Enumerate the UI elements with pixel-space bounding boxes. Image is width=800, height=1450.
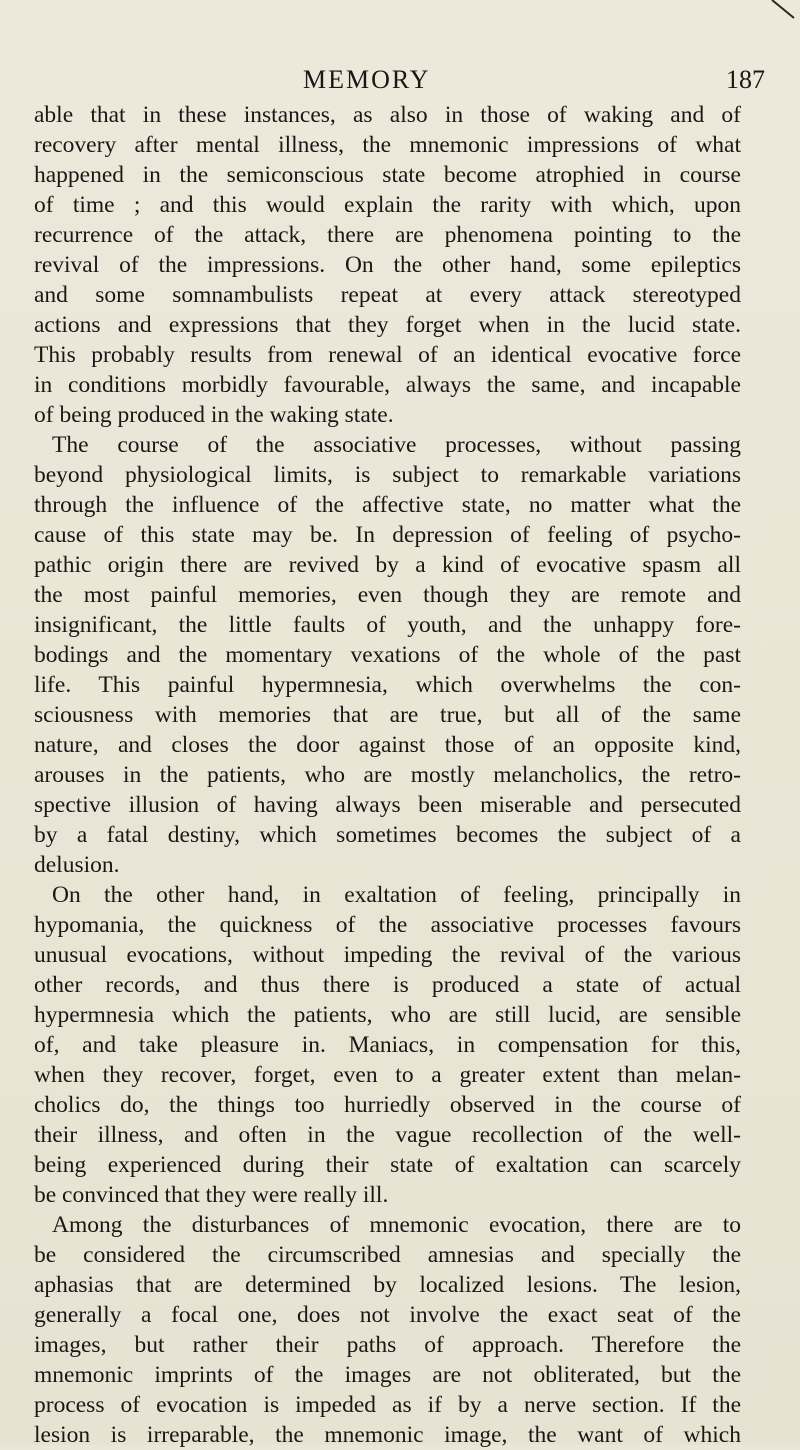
text-line: spective illusion of having always been miserable and persecuted bbox=[34, 792, 741, 818]
paragraph bbox=[34, 430, 741, 880]
text-line: be considered the circumscribed amnesias and specially the bbox=[34, 1242, 741, 1268]
text-line: insignificant, the little faults of youth, and the unhappy fore- bbox=[34, 612, 741, 638]
text-line: On the other hand, in exaltation of feeling, principally in bbox=[52, 882, 741, 908]
text-line: when they recover, forget, even to a greater extent than melan- bbox=[34, 1062, 741, 1088]
page-number: 187 bbox=[726, 65, 765, 94]
text-line: of time ; and this would explain the rarity with which, upon bbox=[34, 192, 741, 218]
text-line: happened in the semiconscious state become atrophied in course bbox=[34, 162, 741, 188]
text-line: mnemonic imprints of the images are not obliterated, but the bbox=[34, 1362, 741, 1388]
text-line: the most painful memories, even though they are remote and bbox=[34, 582, 741, 608]
text-line: nature, and closes the door against those of an opposite kind, bbox=[34, 732, 741, 758]
text-line: and some somnambulists repeat at every attack stereotyped bbox=[34, 282, 741, 308]
paragraph bbox=[34, 100, 741, 430]
text-line: by a fatal destiny, which sometimes becomes the subject of a bbox=[34, 822, 741, 848]
text-line: The course of the associative processes, without passing bbox=[52, 432, 741, 458]
text-line: actions and expressions that they forget when in the lucid state. bbox=[34, 312, 741, 338]
body-text bbox=[34, 100, 741, 1450]
text-line: aphasias that are determined by localized lesions. The lesion, bbox=[34, 1272, 741, 1298]
paragraph bbox=[34, 880, 741, 1210]
text-line: their illness, and often in the vague recollection of the well- bbox=[34, 1122, 741, 1148]
text-line: recovery after mental illness, the mnemonic impressions of what bbox=[34, 132, 741, 158]
text-line: Among the disturbances of mnemonic evocation, there are to bbox=[52, 1212, 741, 1238]
text-line: process of evocation is impeded as if by a nerve section. If the bbox=[34, 1392, 741, 1418]
text-line: hypermnesia which the patients, who are still lucid, are sensible bbox=[34, 1002, 741, 1028]
text-line: beyond physiological limits, is subject to remarkable variations bbox=[34, 462, 741, 488]
text-line: hypomania, the quickness of the associative processes favours bbox=[34, 912, 741, 938]
text-line: This probably results from renewal of an identical evocative force bbox=[34, 342, 741, 368]
running-head bbox=[0, 60, 800, 100]
text-line: through the influence of the affective state, no matter what the bbox=[34, 492, 741, 518]
page-corner-mark bbox=[760, 0, 800, 20]
text-line: of, and take pleasure in. Maniacs, in compensation for this, bbox=[34, 1032, 741, 1058]
text-line: lesion is irreparable, the mnemonic image, the want of which bbox=[34, 1422, 741, 1448]
text-line: images, but rather their paths of approach. Therefore the bbox=[34, 1332, 741, 1358]
text-line: of being produced in the waking state. bbox=[34, 402, 394, 428]
text-line: other records, and thus there is produced a state of actual bbox=[34, 972, 741, 998]
text-line: revival of the impressions. On the other hand, some epileptics bbox=[34, 252, 741, 278]
text-line: life. This painful hypermnesia, which overwhelms the con- bbox=[34, 672, 741, 698]
text-line: able that in these instances, as also in those of waking and of bbox=[34, 102, 741, 128]
text-line: cause of this state may be. In depression of feeling of psycho- bbox=[34, 522, 741, 548]
running-head-title: MEMORY bbox=[303, 65, 431, 94]
text-line: generally a focal one, does not involve the exact seat of the bbox=[34, 1302, 741, 1328]
text-line: recurrence of the attack, there are phenomena pointing to the bbox=[34, 222, 741, 248]
text-line: be convinced that they were really ill. bbox=[34, 1182, 389, 1208]
text-line: in conditions morbidly favourable, always the same, and incapable bbox=[34, 372, 741, 398]
text-line: sciousness with memories that are true, but all of the same bbox=[34, 702, 741, 728]
text-line: pathic origin there are revived by a kind of evocative spasm all bbox=[34, 552, 741, 578]
text-line: bodings and the momentary vexations of the whole of the past bbox=[34, 642, 741, 668]
paragraph bbox=[34, 1210, 741, 1450]
text-line: being experienced during their state of exaltation can scarcely bbox=[34, 1152, 741, 1178]
text-line: cholics do, the things too hurriedly observed in the course of bbox=[34, 1092, 741, 1118]
text-line: unusual evocations, without impeding the revival of the various bbox=[34, 942, 741, 968]
text-line: arouses in the patients, who are mostly melancholics, the retro- bbox=[34, 762, 741, 788]
text-line: delusion. bbox=[34, 852, 120, 878]
